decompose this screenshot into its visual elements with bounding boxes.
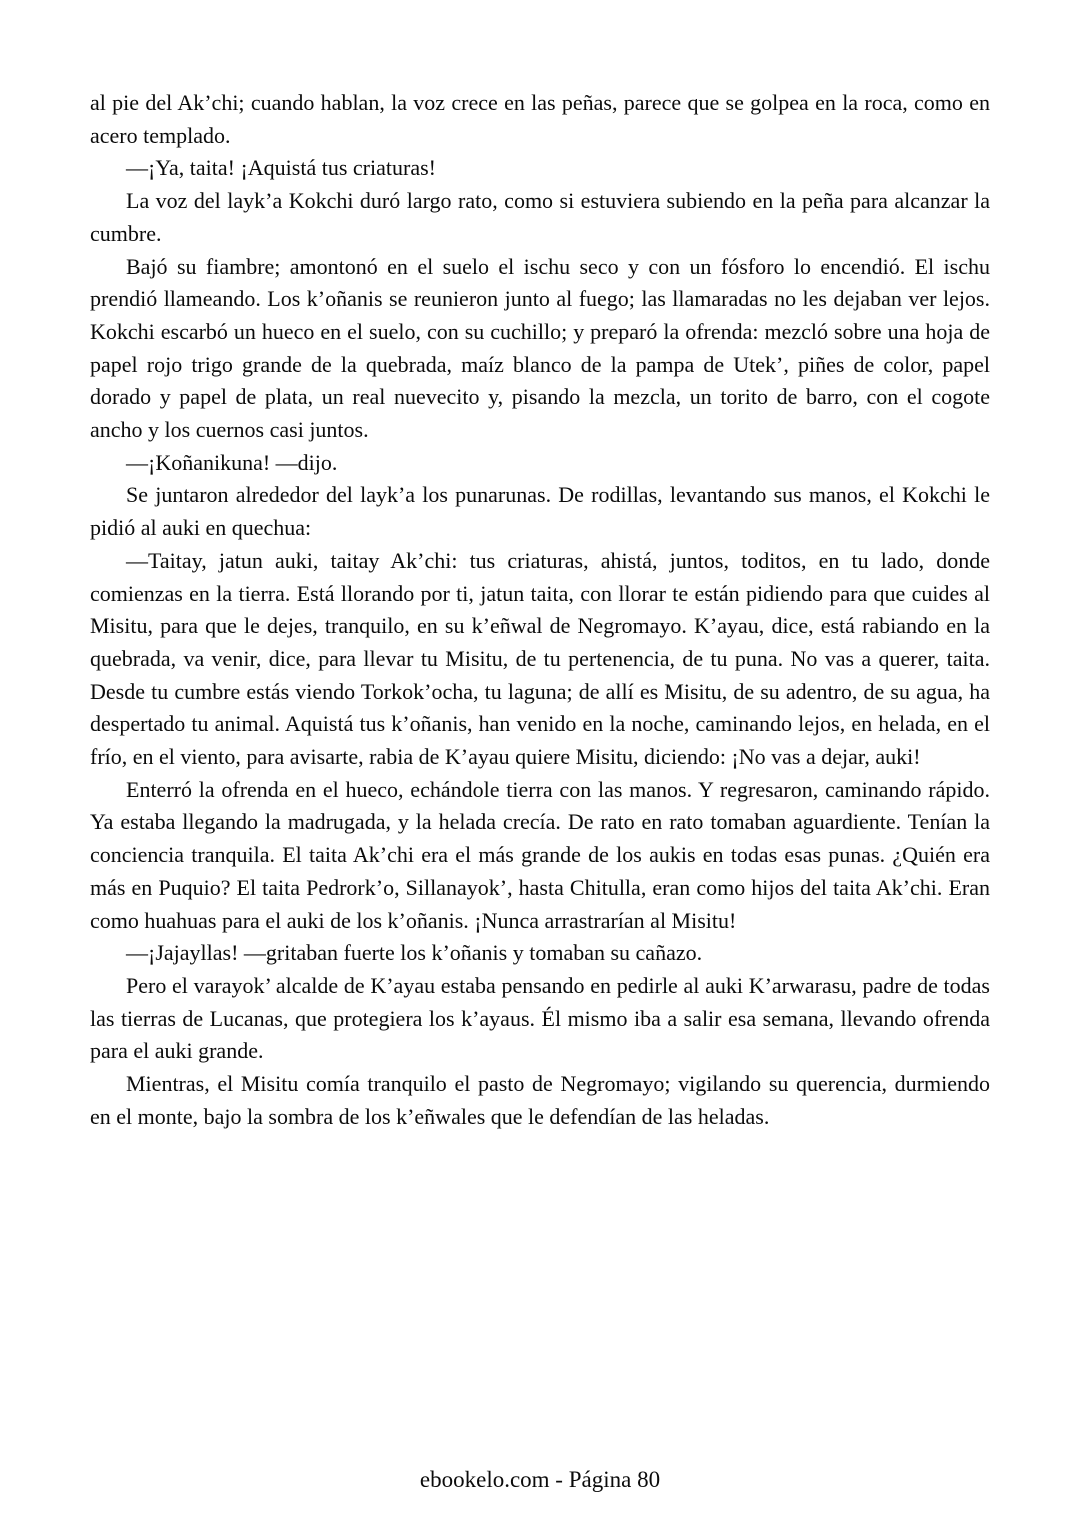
paragraph: Mientras, el Misitu comía tranquilo el pasto de Negromayo; vigilando su querencia, durmiendo en el monte, bajo la sombra de los k’eñwales que le defendían de las heladas.	[90, 1071, 990, 1129]
paragraph: La voz del layk’a Kokchi duró largo rato, como si estuviera subiendo en la peña para alcanzar la cumbre.	[90, 188, 990, 246]
text-block	[90, 87, 990, 1134]
paragraph: al pie del Ak’chi; cuando hablan, la voz crece en las peñas, parece que se golpea en la roca, como en acero templado.	[90, 90, 990, 148]
paragraph: Pero el varayok’ alcalde de K’ayau estaba pensando en pedirle al auki K’arwarasu, padre de todas las tierras de Lucanas, que protegiera los k’ayaus. Él mismo iba a salir esa semana, llevando ofrenda para el auki grande.	[90, 972, 990, 1064]
page-footer: ebookelo.com - Página 80	[419, 1467, 661, 1492]
paragraph: Se juntaron alrededor del layk’a los punarunas. De rodillas, levantando sus manos, el Kokchi le pidió al auki en quechua:	[90, 482, 990, 541]
paragraph: —¡Ya, taita! ¡Aquistá tus criaturas!	[126, 155, 436, 181]
paragraph: —¡Koñanikuna! —dijo.	[126, 449, 338, 475]
paragraph: Enterró la ofrenda en el hueco, echándole tierra con las manos. Y regresaron, caminando rápido. Ya estaba llegando la madrugada, y la helada crecía. De rato en rato tomaban aguardiente. Tenían la conciencia tranquila. El taita Ak’chi era el más grande de los aukis en todas esas punas. ¿Quién era más en Puquio? El taita Pedrork’o, Sillanayok’, hasta Chitulla, eran como hijos del taita Ak’chi. Eran como huahuas para el auki de los k’oñanis. ¡Nunca arrastrarían al Misitu!	[90, 776, 990, 933]
paragraph: —Taitay, jatun auki, taitay Ak’chi: tus criaturas, ahistá, juntos, toditos, en tu lado, donde comienzas en la tierra. Está llorando por ti, jatun taita, con llorar te están pidiendo para que cuides al Misitu, para que le dejes, tranquilo, en su k’eñwal de Negromayo. K’ayau, dice, está rabiando en la quebrada, va venir, dice, para llevar tu Misitu, de tu pertenencia, de tu puna. No vas a querer, taita. Desde tu cumbre estás viendo Torkok’ocha, tu laguna; de allí es Misitu, de su adentro, de su agua, ha despertado tu animal. Aquistá tus k’oñanis, han venido en la noche, caminando lejos, en helada, en el frío, en el viento, para avisarte, rabia de K’ayau quiere Misitu, diciendo: ¡No vas a dejar, auki!	[90, 547, 990, 770]
paragraph: —¡Jajayllas! —gritaban fuerte los k’oñanis y tomaban su cañazo.	[126, 940, 703, 966]
paragraph: Bajó su fiambre; amontonó en el suelo el ischu seco y con un fósforo lo encendió. El ischu prendió llameando. Los k’oñanis se reunieron junto al fuego; las llamaradas no les dejaban ver lejos. Kokchi escarbó un hueco en el suelo, con su cuchillo; y preparó la ofrenda: mezcló sobre una hoja de papel rojo trigo grande de la quebrada, maíz blanco de la pampa de Utek’, piñes de color, papel dorado y papel de plata, un real nuevecito y, pisando la mezcla, un torito de barro, con el cogote ancho y los cuernos casi juntos.	[90, 253, 990, 443]
